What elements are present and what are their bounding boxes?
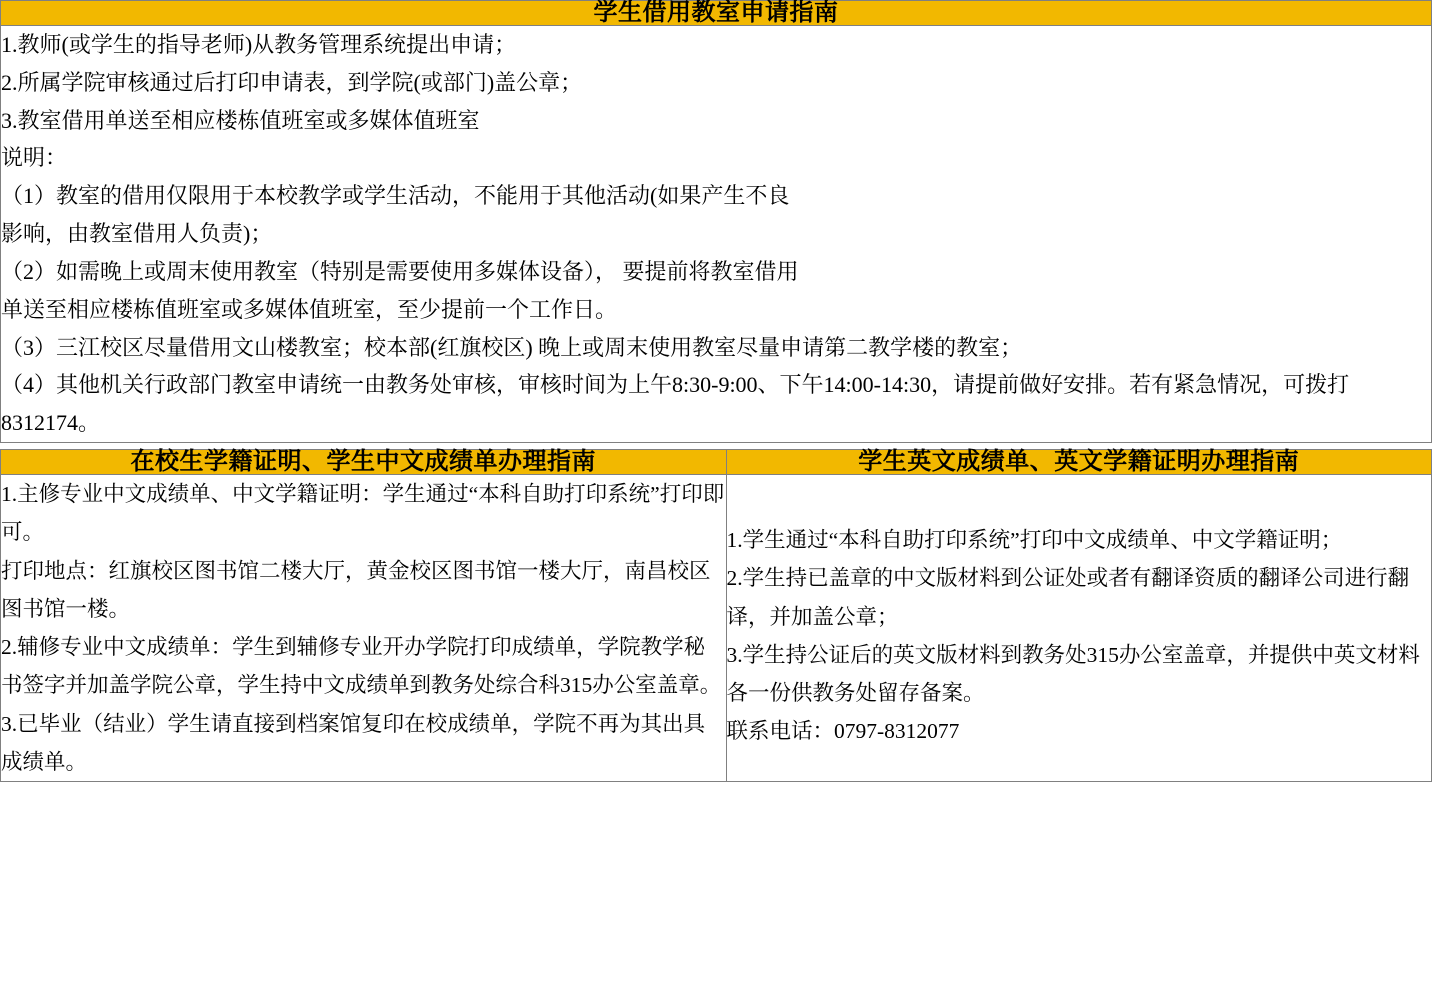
section1-body: [1, 26, 1432, 443]
classroom-borrow-guide-table: [0, 0, 1432, 443]
section2-right-line-2: 2.学生持已盖章的中文版材料到公证处或者有翻译资质的翻译公司进行翻译，并加盖公章；: [726, 566, 1410, 629]
section2-left-line-4: 3.已毕业（结业）学生请直接到档案馆复印在校成绩单，学院不再为其出具成绩单。: [1, 711, 706, 774]
section1-line-4: 说明：: [1, 145, 68, 171]
section1-line-6: 影响，由教室借用人负责)；: [1, 221, 273, 247]
section1-body-row: [1, 26, 1432, 443]
section1-line-5: （1）教室的借用仅限用于本校教学或学生活动，不能用于其他活动(如果产生不良: [1, 183, 790, 209]
section2-right-body: [726, 475, 1432, 782]
section2-left-line-1: 1.主修专业中文成绩单、中文学籍证明：学生通过“本科自助打印系统”打印即可。: [1, 482, 725, 545]
section1-line-9: （3）三江校区尽量借用文山楼教室；校本部(红旗校区) 晚上或周末使用教室尽量申请第二教学楼的教室；: [1, 334, 1023, 360]
section2-left-line-2: 打印地点：红旗校区图书馆二楼大厅，黄金校区图书馆一楼大厅，南昌校区图书馆一楼。: [1, 558, 711, 621]
section2-right-line-1: 1.学生通过“本科自助打印系统”打印中文成绩单、中文学籍证明；: [726, 528, 1343, 553]
section2-right-line-3: 3.学生持公证后的英文版材料到教务处315办公室盖章，并提供中英文材料各一份供教务处留存备案。: [726, 642, 1420, 706]
section2-left-line-3: 2.辅修专业中文成绩单：学生到辅修专业开办学院打印成绩单，学院教学秘书签字并加盖学院公章，学生持中文成绩单到教务处综合科315办公室盖章。: [1, 635, 722, 698]
section1-line-8: 单送至相应楼栋值班室或多媒体值班室，至少提前一个工作日。: [1, 296, 618, 322]
section2-left-title: 在校生学籍证明、学生中文成绩单办理指南: [1, 450, 727, 475]
section2-left-body: [1, 475, 727, 782]
section2-body-row: [1, 475, 1432, 782]
section1-line-10: （4）其他机关行政部门教室申请统一由教务处审核，审核时间为上午8:30-9:00、下午14:00-14:30，请提前做好安排。若有紧急情况，可拨打8312174。: [1, 372, 1350, 436]
section1-header-row: [1, 1, 1432, 26]
transcript-guide-table: [0, 449, 1432, 782]
section1-line-3: 3.教室借用单送至相应楼栋值班室或多媒体值班室: [1, 107, 480, 133]
section1-line-2: 2.所属学院审核通过后打印申请表，到学院(或部门)盖公章；: [1, 69, 583, 95]
section2-right-line-4: 联系电话：0797-8312077: [726, 719, 960, 744]
section1-line-1: 1.教师(或学生的指导老师)从教务管理系统提出申请；: [1, 32, 517, 57]
section1-line-7: （2）如需晚上或周末使用教室（特别是需要使用多媒体设备）， 要提前将教室借用: [1, 258, 799, 284]
section2-header-row: [1, 450, 1432, 475]
section1-title: 学生借用教室申请指南: [1, 1, 1432, 26]
section2-right-title: 学生英文成绩单、英文学籍证明办理指南: [726, 450, 1432, 475]
